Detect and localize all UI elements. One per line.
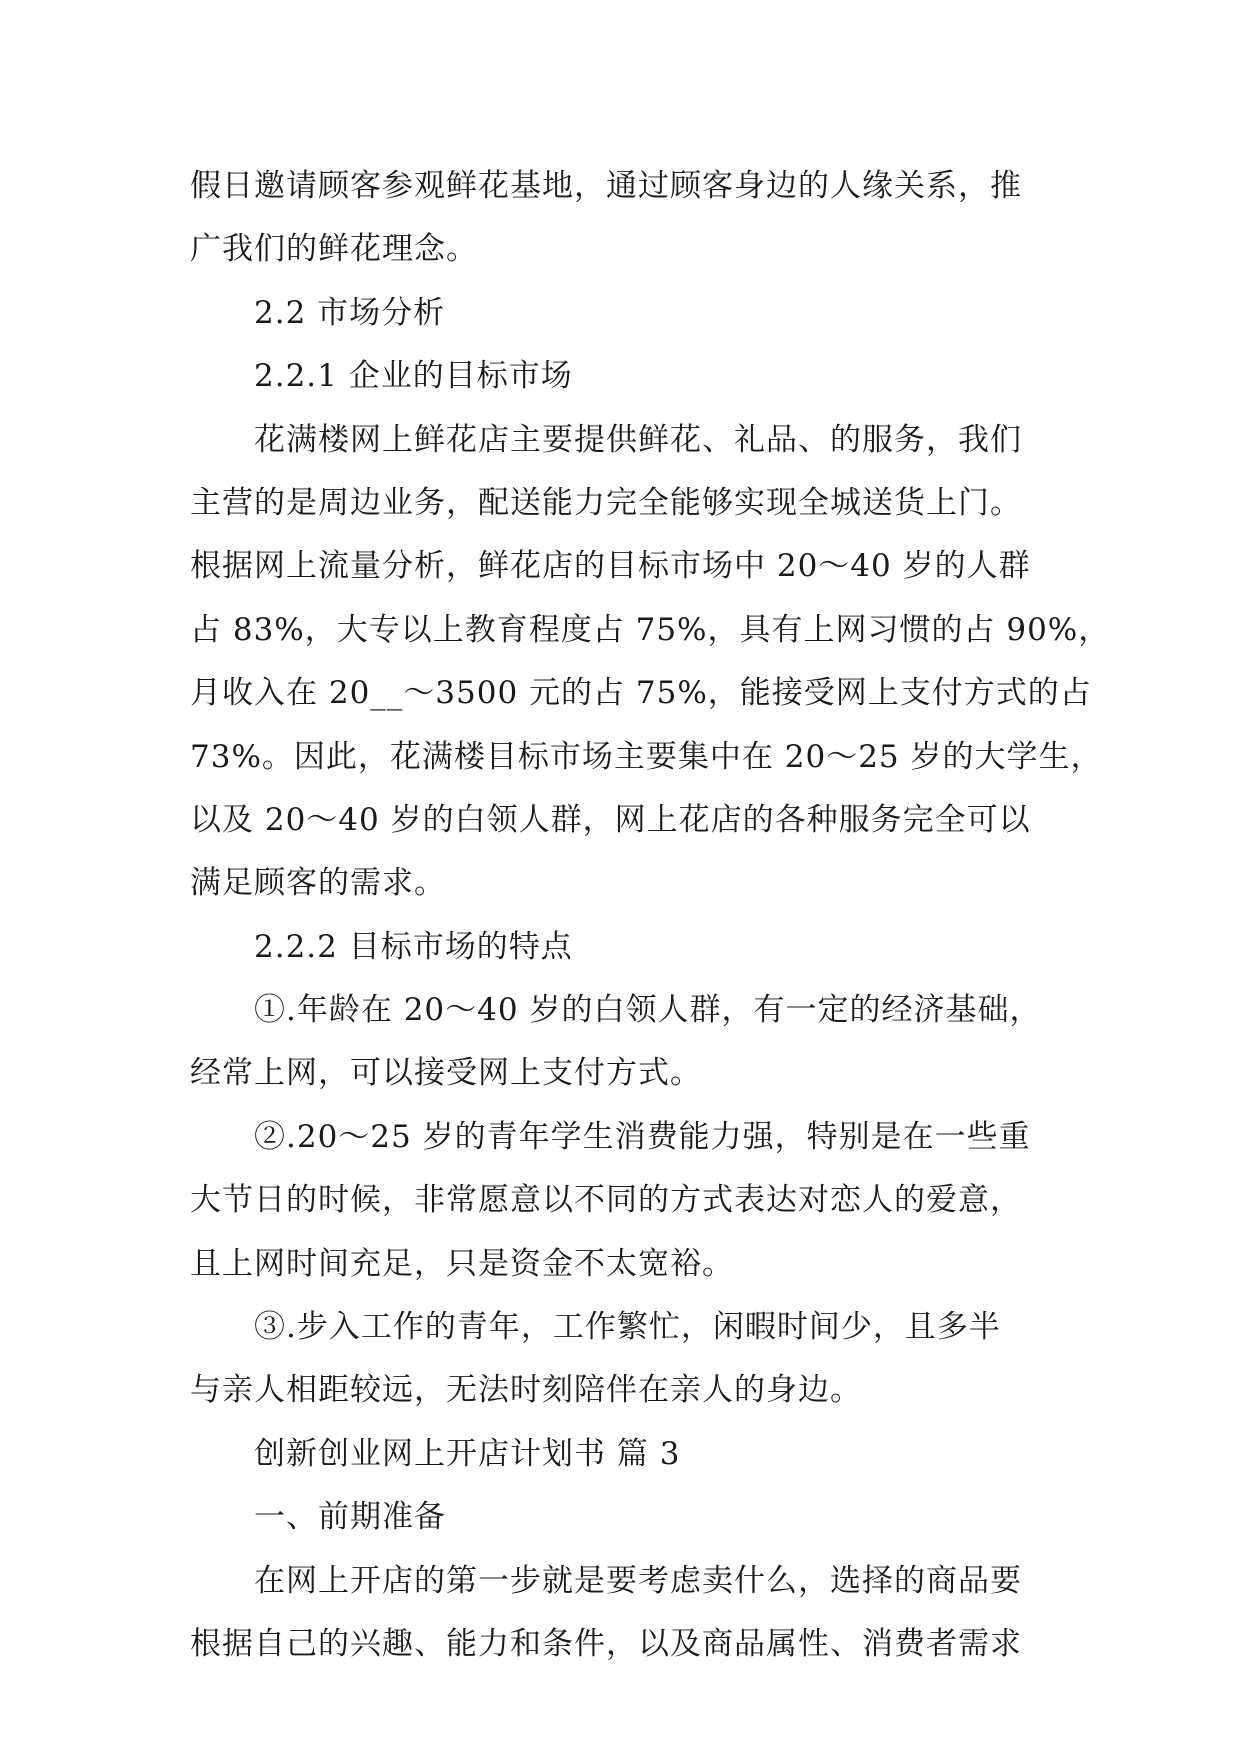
text-line: 73%。因此，花满楼目标市场主要集中在 20～25 岁的大学生，	[190, 738, 1103, 775]
text-line: 占 83%，大专以上教育程度占 75%，具有上网习惯的占 90%，	[190, 611, 1111, 648]
text-line: 月收入在 20__～3500 元的占 75%，能接受网上支付方式的占	[190, 675, 1092, 712]
text-line: 以及 20～40 岁的白领人群，网上花店的各种服务完全可以	[190, 801, 1031, 838]
text-line: 根据网上流量分析，鲜花店的目标市场中 20～40 岁的人群	[190, 548, 1031, 585]
list-item: ②.20～25 岁的青年学生消费能力强，特别是在一些重	[254, 1118, 1031, 1155]
list-item: ③.步入工作的青年，工作繁忙，闲暇时间少，且多半	[254, 1309, 1001, 1346]
text-line: 花满楼网上鲜花店主要提供鲜花、礼品、的服务，我们	[254, 421, 1022, 458]
text-line: 假日邀请顾客参观鲜花基地，通过顾客身边的人缘关系，推	[190, 168, 1022, 204]
text-line: 满足顾客的需求。	[190, 865, 446, 902]
text-line: 根据自己的兴趣、能力和条件，以及商品属性、消费者需求	[190, 1625, 1022, 1662]
text-line: 大节日的时候，非常愿意以不同的方式表达对恋人的爱意，	[190, 1182, 1022, 1219]
section-heading: 2.2 市场分析	[254, 294, 446, 331]
chapter-heading: 创新创业网上开店计划书 篇 3	[254, 1435, 681, 1472]
body-text	[190, 155, 1111, 1676]
list-item: ①.年龄在 20～40 岁的白领人群，有一定的经济基础，	[254, 992, 1042, 1029]
text-line: 与亲人相距较远，无法时刻陪伴在亲人的身边。	[190, 1372, 862, 1409]
text-line: 经常上网，可以接受网上支付方式。	[190, 1055, 702, 1092]
text-line: 在网上开店的第一步就是要考虑卖什么，选择的商品要	[254, 1562, 1022, 1599]
text-line: 广我们的鲜花理念。	[190, 231, 478, 268]
text-line: 主营的是周边业务，配送能力完全能够实现全城送货上门。	[190, 484, 1022, 521]
subsection-heading: 2.2.1 企业的目标市场	[254, 358, 573, 395]
subsection-heading: 2.2.2 目标市场的特点	[254, 928, 573, 965]
section-heading: 一、前期准备	[254, 1499, 446, 1536]
text-line: 且上网时间充足，只是资金不太宽裕。	[190, 1245, 734, 1282]
